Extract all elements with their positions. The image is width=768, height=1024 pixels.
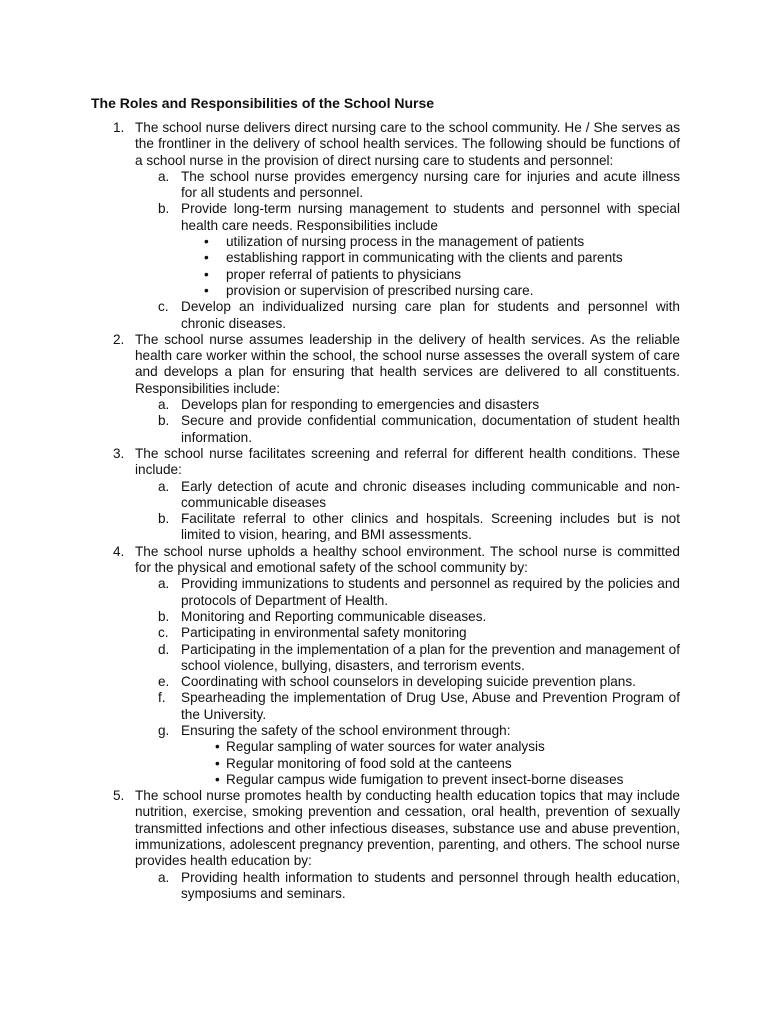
sub-letter: a. (158, 869, 170, 885)
bullet-icon: • (204, 250, 209, 266)
bullet-icon: • (204, 266, 209, 282)
bullet-text: Regular campus wide fumigation to prevent insect-borne diseases (226, 771, 624, 787)
sub-text: Facilitate referral to other clinics and hospitals. Screening includes but is not limited to vision, hearing, and BMI assessments. (181, 511, 680, 543)
sub-text: Ensuring the safety of the school environment through: (181, 722, 511, 738)
sub-letter: a. (158, 168, 170, 184)
sub-item-2a (91, 397, 680, 413)
document-title: The Roles and Responsibilities of the School Nurse (91, 95, 435, 111)
sub-letter: e. (158, 674, 170, 690)
bullet-text: Regular monitoring of food sold at the canteens (226, 755, 512, 771)
sub-letter: f. (158, 690, 166, 706)
bullet-item (91, 772, 680, 788)
item-number: 4. (113, 543, 125, 559)
sub-item-4b (91, 609, 680, 625)
list-item-3 (91, 446, 680, 479)
item-number: 1. (113, 120, 125, 135)
bullet-text: utilization of nursing process in the management of patients (226, 234, 585, 250)
item-text: The school nurse assumes leadership in the delivery of health services. As the reliable health care worker within the school, the school nurse assesses the overall system of care and develops a plan for ensuring that health services are delivered to all constituents. Responsibilities include: (135, 331, 680, 396)
sub-item-4g (91, 723, 680, 739)
bullet-item (91, 283, 680, 299)
sub-item-4d (91, 642, 680, 675)
sub-text: Secure and provide confidential communication, documentation of student health information. (181, 413, 680, 445)
sub-letter: d. (158, 641, 170, 657)
bullet-icon: • (215, 739, 220, 755)
bullet-item (91, 267, 680, 283)
sub-text: Develops plan for responding to emergencies and disasters (181, 397, 540, 413)
sub-text: Providing health information to students and personnel through health education, symposiums and seminars. (181, 869, 680, 901)
sub-item-4e (91, 674, 680, 690)
item-text: The school nurse promotes health by conducting health education topics that may include nutrition, exercise, smoking prevention and cessation, oral health, prevention of sexually transmitted infections and other infectious diseases, substance use and abuse prevention, immunizations, adolescent pregnancy prevention, parenting, and others. The school nurse provides health education by: (135, 788, 680, 869)
sub-text: Spearheading the implementation of Drug Use, Abuse and Prevention Program of the University. (181, 690, 680, 722)
sub-letter: b. (158, 201, 170, 217)
bullet-icon: • (215, 755, 220, 771)
bullet-icon: • (204, 234, 209, 250)
item-number: 3. (113, 445, 125, 461)
sub-item-4a (91, 576, 680, 609)
sub-item-1a (91, 169, 680, 202)
sub-letter: g. (158, 722, 170, 738)
bullet-icon: • (204, 282, 209, 298)
sub-text: Monitoring and Reporting communicable diseases. (181, 608, 487, 624)
sub-item-1b (91, 201, 680, 234)
sub-letter: c. (158, 299, 169, 315)
sub-text: Develop an individualized nursing care plan for students and personnel with chronic diseases. (181, 299, 680, 331)
bullet-text: proper referral of patients to physicians (226, 266, 461, 282)
sub-letter: a. (158, 478, 170, 494)
sub-letter: a. (158, 397, 170, 413)
sub-text: Early detection of acute and chronic diseases including communicable and non-communicable diseases (181, 478, 680, 510)
bullet-text: Regular sampling of water sources for water analysis (226, 739, 545, 755)
bullet-item (91, 739, 680, 755)
sub-letter: b. (158, 608, 170, 624)
sub-letter: c. (158, 625, 169, 641)
item-text: The school nurse facilitates screening and referral for different health conditions. These include: (135, 445, 680, 478)
list-item-5 (91, 788, 680, 869)
sub-item-1c (91, 299, 680, 332)
bullet-text: establishing rapport in communicating with the clients and parents (226, 250, 623, 266)
bullet-text: provision or supervision of prescribed nursing care. (226, 282, 534, 298)
bullet-item (91, 756, 680, 772)
item-text: The school nurse delivers direct nursing care to the school community. He / She serves as the frontliner in the delivery of school health services. The following should be functions of a school nurse in the provision of direct nursing care to students and personnel: (135, 120, 680, 168)
list-item-4 (91, 544, 680, 577)
sub-letter: b. (158, 413, 170, 429)
item-number: 5. (113, 788, 125, 804)
sub-text: Participating in the implementation of a plan for the prevention and management of school violence, bullying, disasters, and terrorism events. (181, 641, 680, 673)
sub-letter: a. (158, 576, 170, 592)
item-text: The school nurse upholds a healthy school environment. The school nurse is committed for the physical and emotional safety of the school community by: (135, 543, 680, 576)
sub-text: The school nurse provides emergency nursing care for injuries and acute illness for all students and personnel. (181, 168, 680, 201)
sub-text: Provide long-term nursing management to students and personnel with special health care needs. Responsibilities include (181, 201, 680, 233)
list-item-2 (91, 332, 680, 397)
bullet-item (91, 250, 680, 266)
sub-letter: b. (158, 511, 170, 527)
sub-item-2b (91, 413, 680, 446)
bullet-icon: • (215, 771, 220, 787)
sub-text: Participating in environmental safety monitoring (181, 625, 467, 641)
sub-text: Providing immunizations to students and personnel as required by the policies and protocols of Department of Health. (181, 576, 680, 608)
sub-item-4f (91, 690, 680, 723)
sub-item-4c (91, 625, 680, 641)
list-item-1 (91, 120, 680, 169)
bullet-item (91, 234, 680, 250)
item-number: 2. (113, 331, 125, 347)
sub-item-3b (91, 511, 680, 544)
sub-item-3a (91, 479, 680, 512)
sub-item-5a (91, 870, 680, 903)
sub-text: Coordinating with school counselors in developing suicide prevention plans. (181, 674, 636, 690)
roles-list (91, 120, 680, 902)
